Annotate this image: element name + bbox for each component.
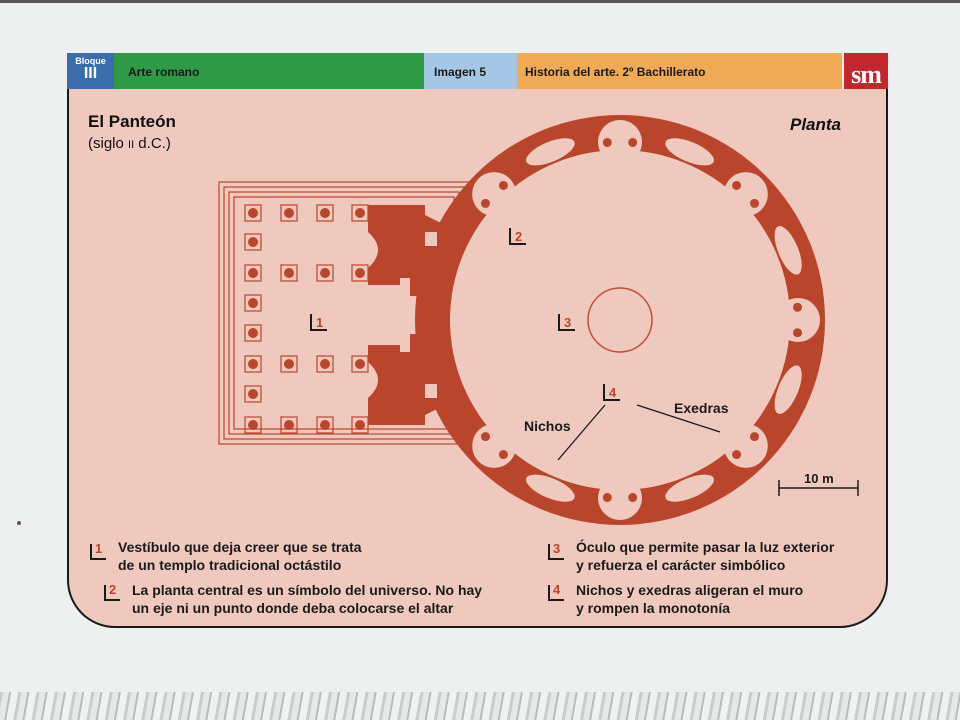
exedra-column [750, 199, 759, 208]
column [248, 237, 258, 247]
legend-marker-1: 1 [90, 544, 106, 560]
exedra-column [603, 493, 612, 502]
column [248, 359, 258, 369]
image-label: Imagen 5 [434, 65, 487, 79]
exedra [724, 172, 768, 216]
exedra-column [793, 328, 802, 337]
column [284, 268, 294, 278]
column [320, 420, 330, 430]
column [320, 268, 330, 278]
column [248, 420, 258, 430]
column [284, 420, 294, 430]
legend-item-3: Óculo que permite pasar la luz exterior y refuerza el carácter simbólico [576, 539, 835, 573]
plan-marker-number: 3 [564, 315, 572, 330]
column [320, 359, 330, 369]
sm-logo: sm [844, 53, 888, 101]
portico-columns [245, 205, 368, 433]
course-label: Historia del arte. 2º Bachillerato [525, 65, 706, 79]
exedra-column [750, 432, 759, 441]
exedra-column [732, 450, 741, 459]
column [355, 268, 365, 278]
column [248, 328, 258, 338]
page-subtitle: (siglo II d.C.) [88, 135, 171, 152]
exedra-column [499, 450, 508, 459]
nichos-label: Nichos [524, 418, 571, 434]
bloque-number: III [83, 65, 98, 82]
plan-marker-number: 4 [609, 385, 617, 400]
legend-marker-2: 2 [104, 585, 120, 601]
column [248, 389, 258, 399]
column [248, 268, 258, 278]
column [248, 298, 258, 308]
exedra [472, 424, 516, 468]
exedras-label: Exedras [674, 400, 729, 416]
plan-marker-number: 2 [515, 229, 523, 244]
legend-item-4: Nichos y exedras aligeran el muro y rompen la monotonía [576, 582, 804, 616]
exedra-column [499, 181, 508, 190]
exedra-column [628, 493, 637, 502]
exedra-column [603, 138, 612, 147]
column [284, 208, 294, 218]
legend-marker-3: 3 [548, 544, 564, 560]
legend-item-1: Vestíbulo que deja creer que se trata de un templo tradicional octástilo [118, 539, 362, 573]
column [248, 208, 258, 218]
legend-item-2: La planta central es un símbolo del universo. No hay un eje ni un punto donde deba colocarse el altar [132, 582, 483, 616]
plan-marker-1 [311, 314, 327, 330]
exedra-column [793, 303, 802, 312]
view-label: Planta [790, 115, 842, 134]
exedra-column [628, 138, 637, 147]
scanned-edge [0, 692, 960, 720]
legend-marker-4: 4 [548, 585, 564, 601]
section-label: Arte romano [128, 65, 200, 79]
page-title: El Panteón [88, 112, 176, 131]
exedra-column [481, 432, 490, 441]
bloque-label: Bloque [75, 56, 106, 66]
exedra-column [732, 181, 741, 190]
column [320, 208, 330, 218]
column [355, 359, 365, 369]
scale-label: 10 m [804, 471, 834, 486]
plan-marker-number: 1 [316, 315, 324, 330]
column [355, 208, 365, 218]
column [355, 420, 365, 430]
exedra [472, 172, 516, 216]
exedra [724, 424, 768, 468]
exedra-column [481, 199, 490, 208]
column [284, 359, 294, 369]
